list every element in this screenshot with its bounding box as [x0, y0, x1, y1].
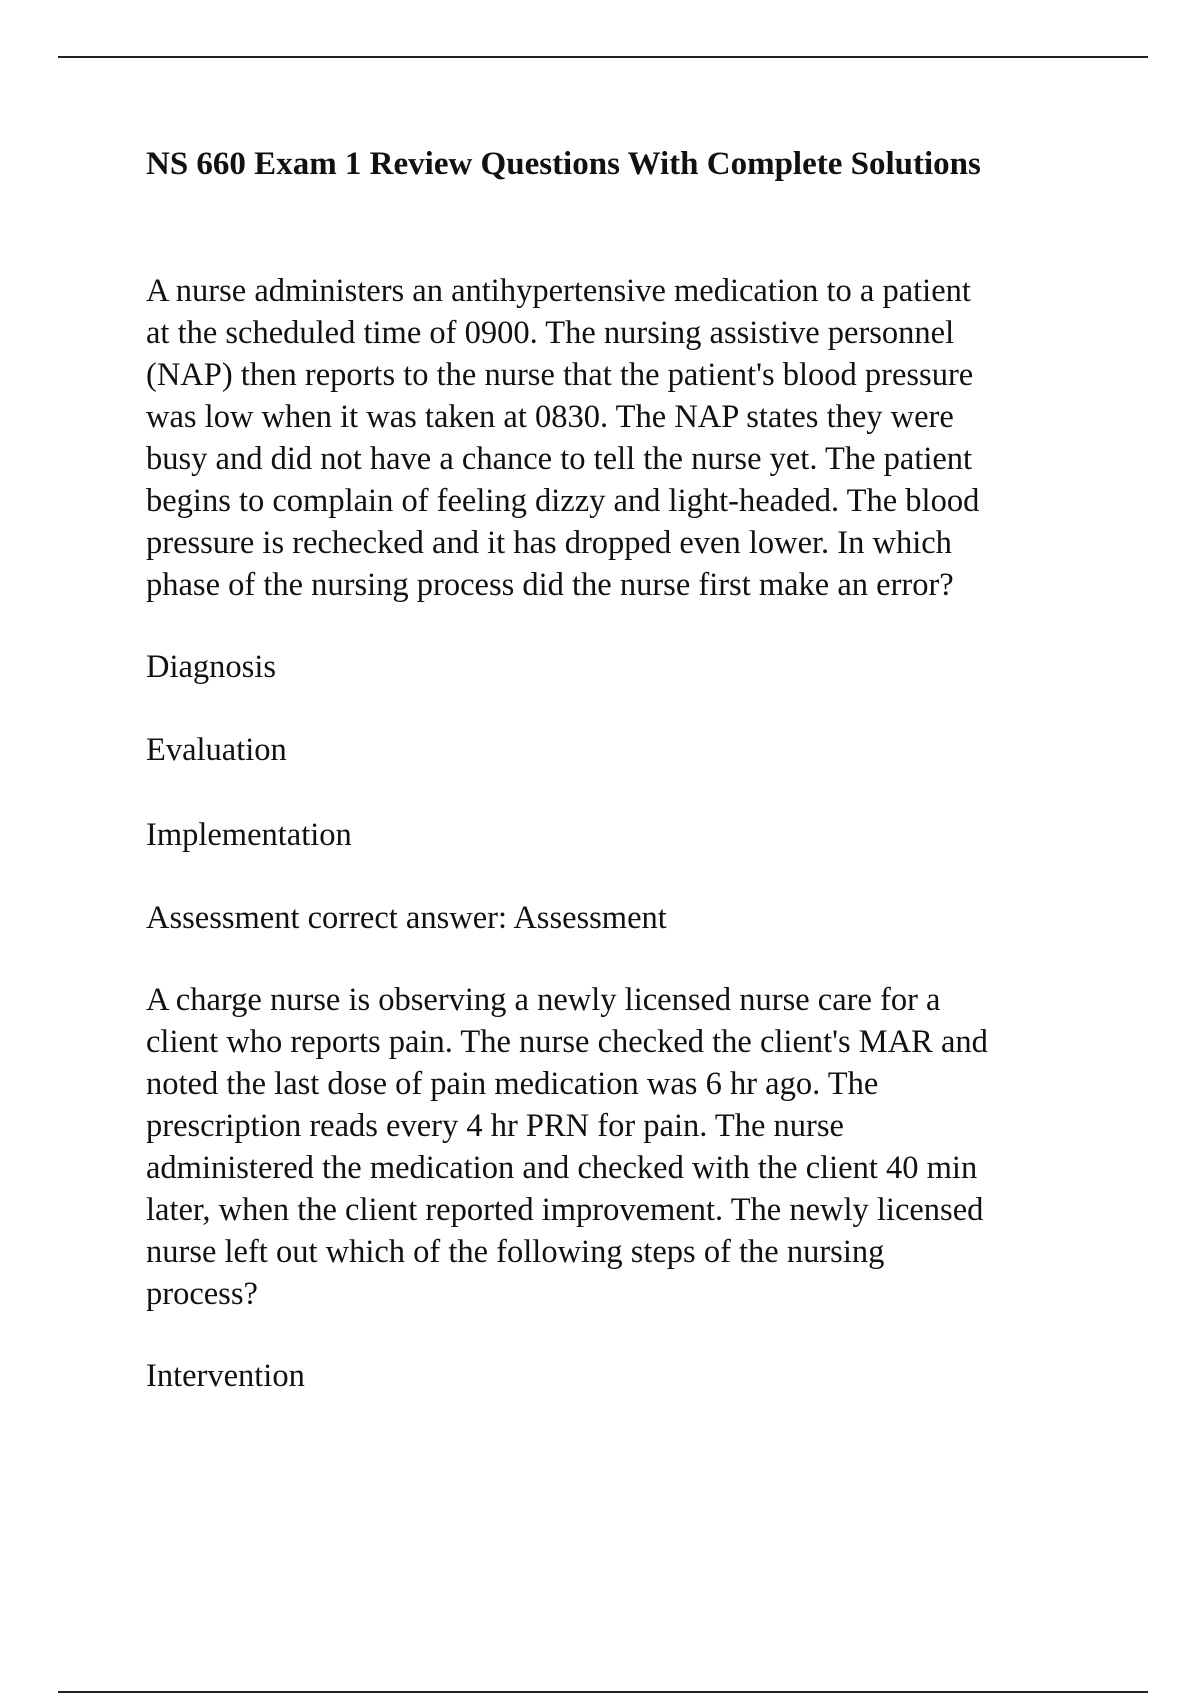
question-line: nurse left out which of the following steps of the nursing: [146, 1234, 885, 1270]
question-line: later, when the client reported improvement. The newly licensed: [146, 1192, 984, 1228]
question-line: was low when it was taken at 0830. The NAP states they were: [146, 399, 954, 435]
document-title: NS 660 Exam 1 Review Questions With Complete Solutions: [146, 146, 981, 182]
question-2-text: [146, 979, 988, 1315]
header-rule: [58, 56, 1148, 58]
question-line: pressure is rechecked and it has dropped even lower. In which: [146, 525, 952, 561]
answer-option: Intervention: [146, 1358, 305, 1394]
question-line: administered the medication and checked with the client 40 min: [146, 1150, 978, 1186]
question-line: client who reports pain. The nurse checked the client's MAR and: [146, 1024, 988, 1060]
question-line: phase of the nursing process did the nurse first make an error?: [146, 567, 954, 603]
answer-option: Evaluation: [146, 732, 287, 768]
answer-option: Implementation: [146, 817, 352, 853]
question-line: prescription reads every 4 hr PRN for pain. The nurse: [146, 1108, 844, 1144]
question-line: busy and did not have a chance to tell the nurse yet. The patient: [146, 441, 973, 477]
footer-rule: [58, 1691, 1148, 1693]
answer-option-correct: Assessment correct answer: Assessment: [146, 900, 667, 936]
question-line: at the scheduled time of 0900. The nursing assistive personnel: [146, 315, 955, 351]
question-line: noted the last dose of pain medication was 6 hr ago. The: [146, 1066, 879, 1102]
question-line: A charge nurse is observing a newly licensed nurse care for a: [146, 982, 941, 1018]
question-line: A nurse administers an antihypertensive medication to a patient: [146, 273, 971, 309]
question-line: begins to complain of feeling dizzy and light-headed. The blood: [146, 483, 980, 519]
answer-option: Diagnosis: [146, 649, 276, 685]
question-1-text: [146, 270, 979, 606]
question-line: (NAP) then reports to the nurse that the patient's blood pressure: [146, 357, 974, 393]
question-line: process?: [146, 1276, 258, 1312]
